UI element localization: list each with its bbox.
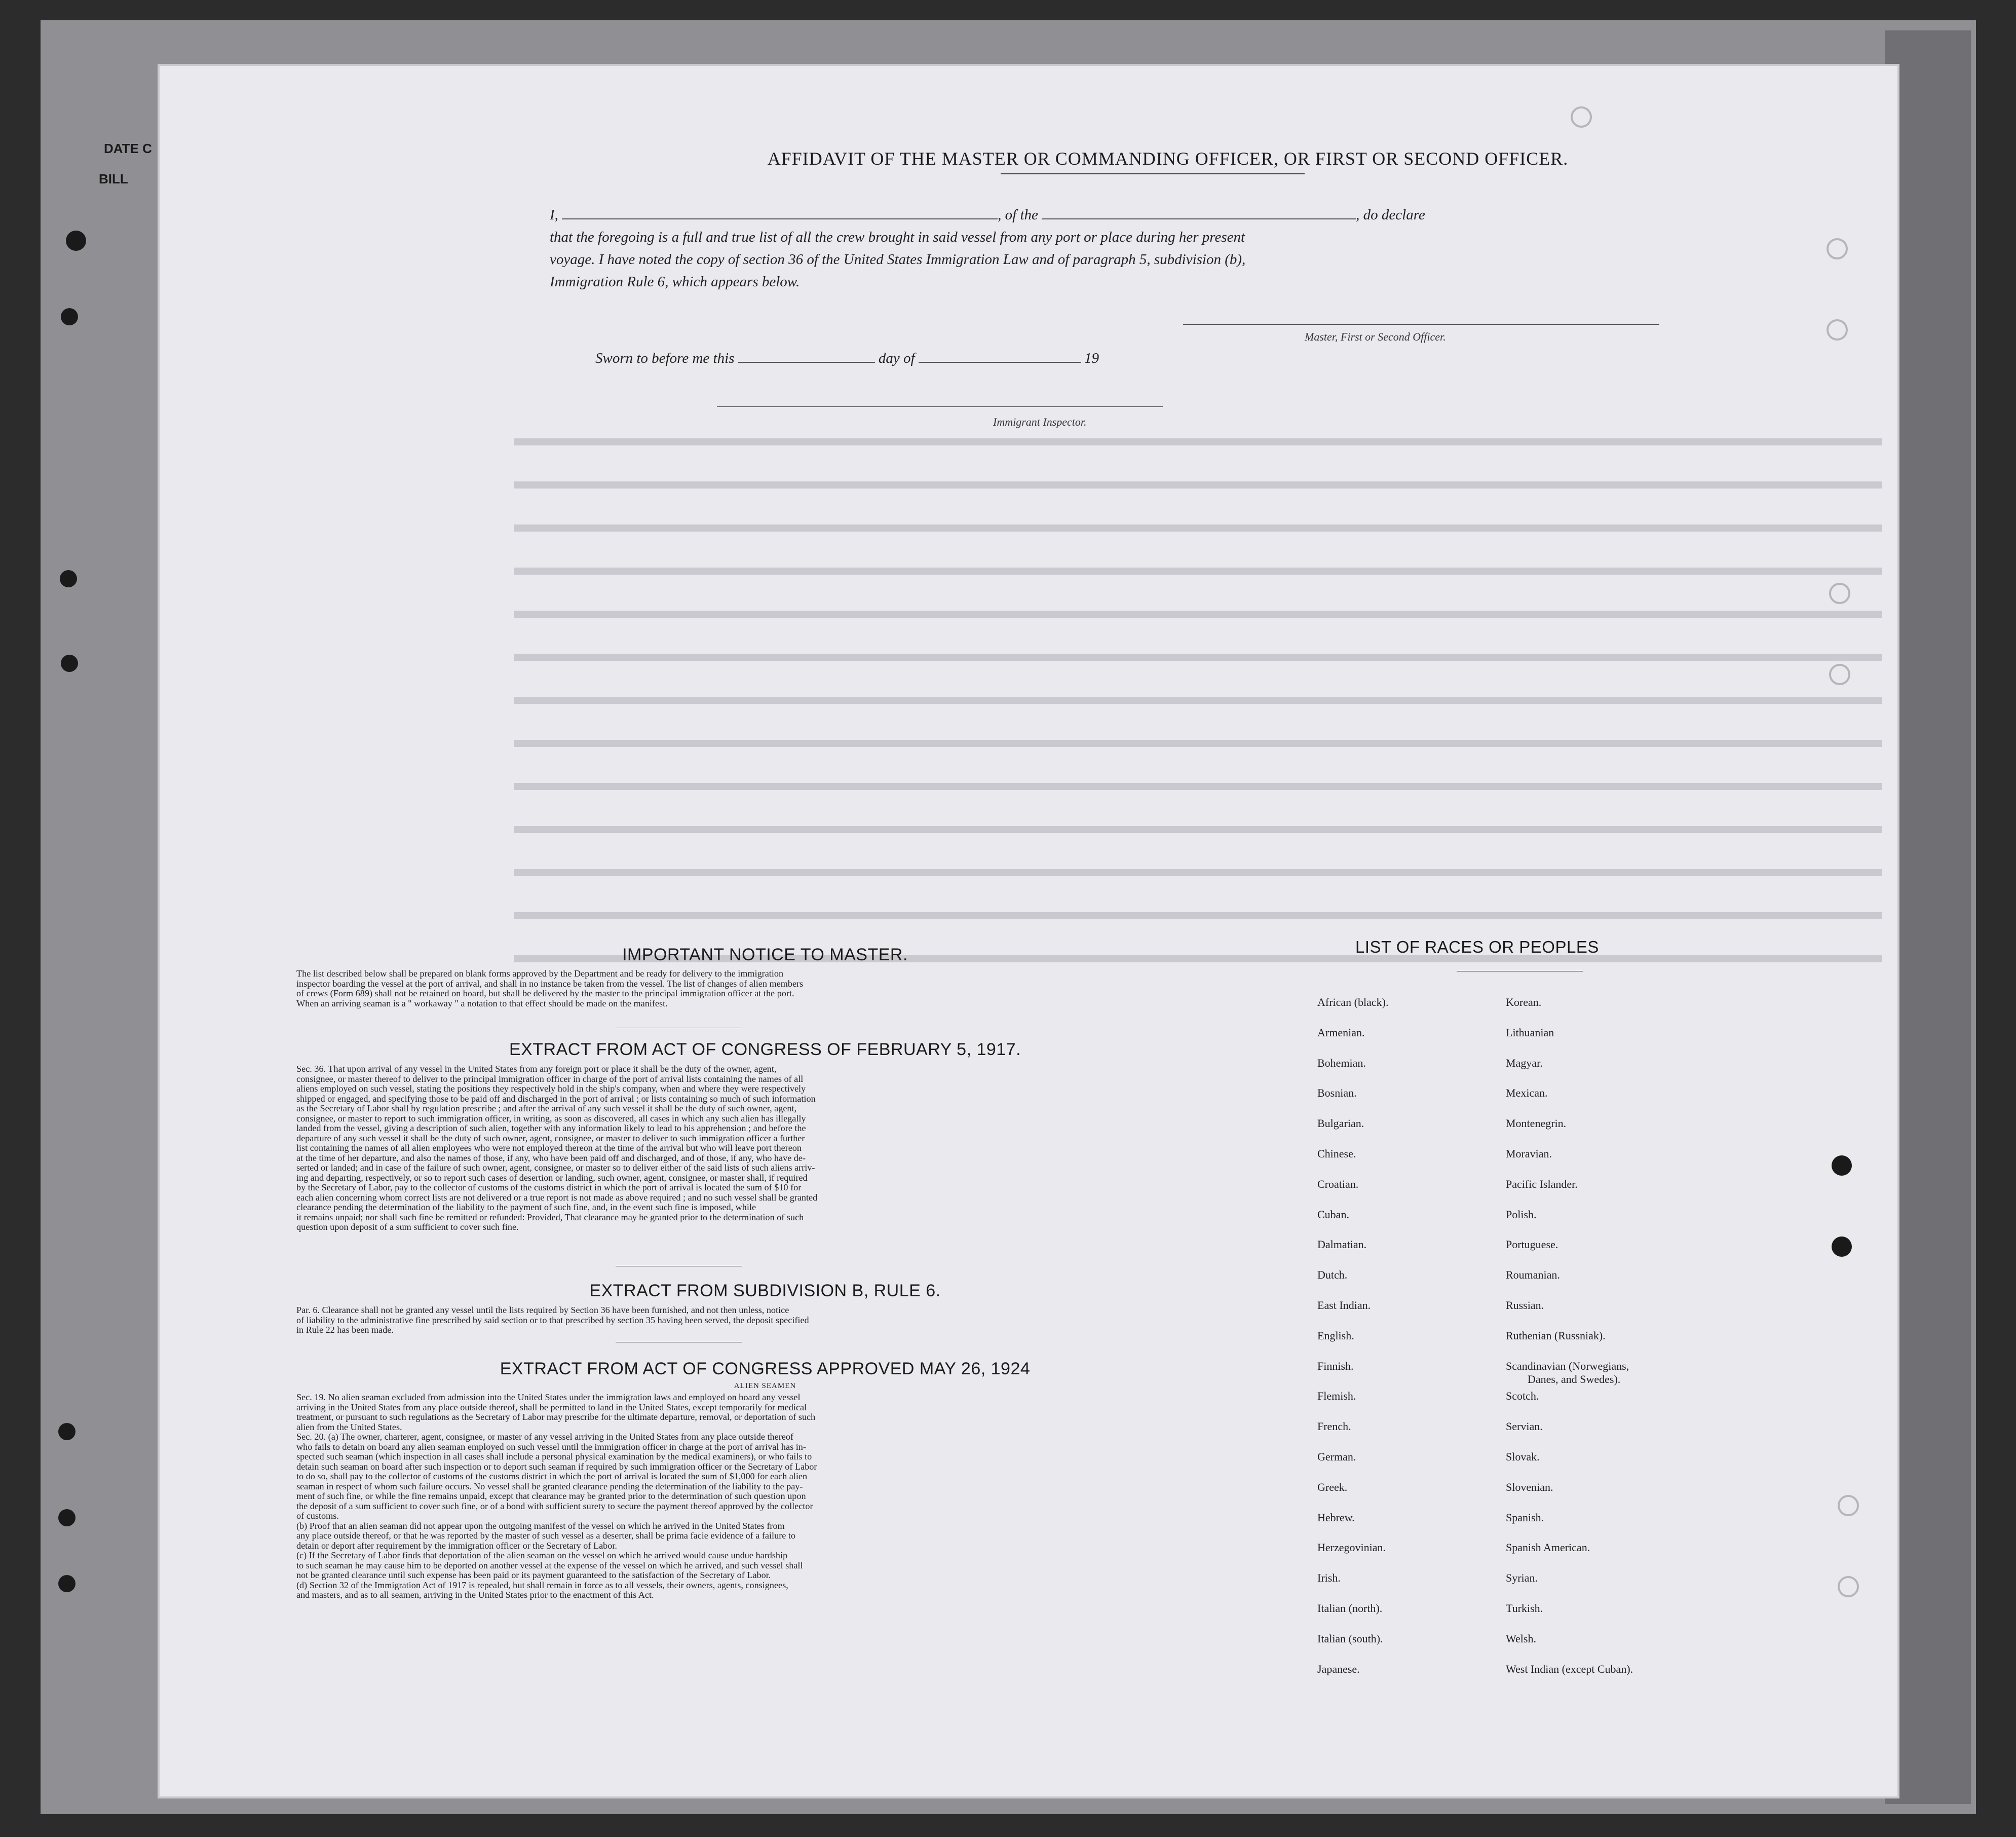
paragraph-line: of liability to the administrative fine prescribed by said section or to that prescribed by section 35 having been served, the deposit specified: [296, 1315, 809, 1325]
paragraph-line: shipped or engaged, and specifying those to be paid off and discharged in the port of arrival ; or lists containing so much of such information: [296, 1093, 816, 1104]
paragraph-line: ment of such fine, or while the fine remains unpaid, except that clearance may be granted prior to the determination of such question upon: [296, 1491, 806, 1501]
binder-hole: [58, 1423, 75, 1440]
race-item: Italian (south).: [1317, 1632, 1383, 1645]
binder-hole: [66, 231, 86, 251]
vessel-name-field[interactable]: [1042, 218, 1356, 219]
extract-1924-subtitle: ALIEN SEAMEN: [734, 1382, 796, 1390]
paragraph-line: of crews (Form 689) shall not be retained on board, but shall be delivered by the master to the principal immigration officer at the port.: [296, 988, 794, 998]
paragraph-line: not be granted clearance until such expense has been paid or its payment guaranteed to the satisfaction of the Secretary of Labor.: [296, 1570, 771, 1580]
paragraph-line: list containing the names of all alien employees who were not employed thereon at the time of the arrival but who will leave port thereon: [296, 1143, 802, 1153]
race-item: Welsh.: [1506, 1632, 1536, 1645]
race-item: Scandinavian (Norwegians,: [1506, 1360, 1629, 1372]
race-item: Italian (north).: [1317, 1602, 1383, 1615]
race-item: French.: [1317, 1420, 1351, 1433]
paragraph-line: clearance pending the determination of the liability to the payment of such fine, and, in the event such fine is imposed, while: [296, 1202, 756, 1212]
paragraph-line: (b) Proof that an alien seaman did not appear upon the outgoing manifest of the vessel on which he arrived in the United States from: [296, 1520, 785, 1531]
paragraph-line: consignee, or master thereof to deliver to the principal immigration officer in charge of the port of arrival lists containing the names of all: [296, 1073, 804, 1084]
race-item: Spanish American.: [1506, 1541, 1590, 1554]
race-item: Finnish.: [1317, 1360, 1354, 1372]
extract-1917-title: EXTRACT FROM ACT OF CONGRESS OF FEBRUARY 5, 1917.: [509, 1040, 1021, 1059]
binder-hole: [1827, 238, 1848, 259]
race-item: German.: [1317, 1450, 1356, 1463]
paragraph-line: Par. 6. Clearance shall not be granted any vessel until the lists required by Section 36 have been furnished, and not then unless, notice: [296, 1305, 789, 1315]
race-item: Croatian.: [1317, 1178, 1359, 1190]
day-field[interactable]: [738, 362, 875, 363]
paragraph-line: ing and departing, respectively, or so to report such cases of desertion or landing, such owner, agent, consignee, or master shall, if required: [296, 1172, 808, 1183]
race-item: Irish.: [1317, 1571, 1341, 1584]
binder-hole: [1829, 583, 1850, 604]
race-item: Servian.: [1506, 1420, 1543, 1433]
bleed-through-row: [514, 654, 1882, 661]
extract-rule6-title: EXTRACT FROM SUBDIVISION B, RULE 6.: [589, 1281, 941, 1300]
declaration-line: [550, 204, 1695, 226]
bleed-through-row: [514, 524, 1882, 532]
binder-hole: [1829, 664, 1850, 685]
bleed-through-row: [514, 826, 1882, 833]
binder-hole: [1832, 1236, 1852, 1257]
race-item: English.: [1317, 1329, 1354, 1342]
paragraph-line: by the Secretary of Labor, pay to the collector of customs of the customs district in which the port of arrival is located the sum of $10 for: [296, 1182, 802, 1192]
affidavit-title: AFFIDAVIT OF THE MASTER OR COMMANDING OFFICER, OR FIRST OR SECOND OFFICER.: [767, 148, 1569, 169]
paragraph-line: When an arriving seaman is a " workaway " a notation to that effect should be made on the manifest.: [296, 998, 668, 1008]
binder-hole: [1571, 106, 1592, 128]
paragraph-line: Sec. 20. (a) The owner, charterer, agent, consignee, or master of any vessel arriving in the United States from any place outside thereof: [296, 1432, 793, 1442]
paragraph-line: each alien concerning whom correct lists are not delivered or a true report is not made as above required ; and no such vessel shall be granted: [296, 1192, 818, 1203]
paragraph-line: spected such seaman (which inspection in all cases shall include a personal physical examination by the medical examiners), or who fails to: [296, 1451, 812, 1461]
paragraph-line: at the time of her departure, and also the names of those, if any, who have been paid off and discharged, and of those, if any, who have de-: [296, 1152, 806, 1163]
paragraph-line: Sec. 36. That upon arrival of any vessel in the United States from any foreign port or place it shall be the duty of the owner, agent,: [296, 1064, 777, 1074]
race-item: East Indian.: [1317, 1299, 1371, 1311]
paragraph-line: consignee, or master to report to such immigration officer, in writing, as soon as discovered, all cases in which any such alien has illegally: [296, 1113, 806, 1123]
paragraph-line: treatment, or pursuant to such regulations as the Secretary of Labor may prescribe for the ultimate departure, removal, or deportation of such: [296, 1412, 816, 1422]
paragraph-line: landed from the vessel, giving a description of such alien, together with any information likely to lead to his apprehension ; and before the: [296, 1123, 806, 1133]
paragraph-line: in Rule 22 has been made.: [296, 1325, 394, 1335]
month-field[interactable]: [919, 362, 1081, 363]
binder-hole: [1827, 319, 1848, 341]
paragraph-line: the deposit of a sum sufficient to cover such fine, or of a bond with sufficient surety to secure the payment thereof approved by the collector: [296, 1501, 813, 1511]
affidavit-body-line: that the foregoing is a full and true list of all the crew brought in said vessel from any port or place during her present: [550, 229, 1245, 245]
paragraph-line: departure of any such vessel it shall be the duty of such owner, agent, consignee, or master to deliver to such immigration officer a further: [296, 1133, 805, 1143]
binder-hole: [1838, 1495, 1859, 1516]
bleed-through-row: [514, 481, 1882, 489]
race-item: Mexican.: [1506, 1086, 1548, 1099]
race-item: Spanish.: [1506, 1511, 1544, 1524]
sworn-line: [595, 347, 1305, 369]
paragraph-line: to do so, shall pay to the collector of customs of the customs district in which the port of arrival is located the sum of $1,000 for each alien: [296, 1471, 808, 1481]
race-item: Hebrew.: [1317, 1511, 1355, 1524]
do-declare-text: , do declare: [1356, 207, 1425, 223]
paragraph-line: inspector boarding the vessel at the port of arrival, and shall in no instance be taken from the vessel. The list of changes of alien members: [296, 978, 804, 989]
race-item: Scotch.: [1506, 1390, 1539, 1402]
race-item: Korean.: [1506, 996, 1542, 1008]
binder-hole: [61, 308, 78, 325]
race-item: Dalmatian.: [1317, 1238, 1367, 1251]
race-item: Ruthenian (Russniak).: [1506, 1329, 1606, 1342]
paragraph-line: (d) Section 32 of the Immigration Act of 1917 is repealed, but shall remain in force as to all vessels, their owners, agents, consignees,: [296, 1580, 788, 1590]
binder-hole: [1838, 1576, 1859, 1597]
race-item: Bohemian.: [1317, 1057, 1366, 1069]
race-item: Turkish.: [1506, 1602, 1543, 1615]
signature-label: Master, First or Second Officer.: [1305, 330, 1446, 343]
document-page: [160, 66, 1897, 1796]
bleed-through-row: [514, 869, 1882, 876]
race-item: Japanese.: [1317, 1663, 1360, 1675]
sheet-edge: [1885, 30, 1971, 1804]
paragraph-line: aliens employed on such vessel, stating the positions they respectively hold in the ship's company, when and where they were respectively: [296, 1083, 806, 1094]
extract-rule6-body: [296, 1305, 1187, 1335]
margin-mark-date: DATE C: [104, 141, 152, 156]
declarant-name-field[interactable]: [562, 218, 998, 219]
year-prefix: 19: [1084, 350, 1099, 366]
race-item: Bosnian.: [1317, 1086, 1357, 1099]
paragraph-line: seaman in respect of whom such failure occurs. No vessel shall be granted clearance pending the determination of the liability to the pay-: [296, 1481, 803, 1491]
race-item: West Indian (except Cuban).: [1506, 1663, 1633, 1675]
bleed-through-row: [514, 783, 1882, 790]
inspector-signature-line[interactable]: [717, 406, 1163, 407]
paragraph-line: (c) If the Secretary of Labor finds that deportation of the alien seaman on the vessel on which he arrived would cause undue hardship: [296, 1550, 788, 1560]
day-of-text: day of: [878, 350, 915, 366]
race-item: Herzegovinian.: [1317, 1541, 1386, 1554]
paragraph-line: question upon deposit of a sum sufficient to cover such fine.: [296, 1222, 519, 1232]
paragraph-line: who fails to detain on board any alien seaman employed on such vessel until the immigration officer in charge at the port of arrival has in-: [296, 1441, 806, 1452]
bleed-through-row: [514, 611, 1882, 618]
race-item: Roumanian.: [1506, 1268, 1560, 1281]
race-item: Cuban.: [1317, 1208, 1349, 1221]
race-item: Moravian.: [1506, 1147, 1552, 1160]
title-underline: [1001, 173, 1305, 174]
race-item: African (black).: [1317, 996, 1389, 1008]
of-the-text: , of the: [998, 207, 1038, 223]
paragraph-line: detain or deport after requirement by the immigration officer or the Secretary of Labor.: [296, 1540, 617, 1551]
race-item: Magyar.: [1506, 1057, 1543, 1069]
bleed-through-row: [514, 438, 1882, 445]
bleed-through-row: [514, 697, 1882, 704]
race-item: Chinese.: [1317, 1147, 1356, 1160]
race-item: Portuguese.: [1506, 1238, 1558, 1251]
affidavit-body-line: Immigration Rule 6, which appears below.: [550, 274, 800, 290]
race-item: Armenian.: [1317, 1026, 1365, 1039]
paragraph-line: detain such seaman on board after such inspection or to deport such seaman if required by such immigration officer or the Secretary of Labor: [296, 1461, 817, 1472]
race-item: Slovak.: [1506, 1450, 1540, 1463]
paragraph-line: as the Secretary of Labor shall by regulation prescribe ; and after the arrival of any such vessel it shall be the duty of such owner, agent,: [296, 1103, 797, 1113]
binder-hole: [60, 570, 77, 587]
race-item: Dutch.: [1317, 1268, 1348, 1281]
paragraph-line: to such seaman he may cause him to be deported on another vessel at the expense of the vessel on which he arrived, and such vessel shall: [296, 1560, 803, 1570]
paragraph-line: serted or landed; and in case of the failure of such owner, agent, consignee, or master so to deliver either of the said lists of such aliens arriv-: [296, 1163, 815, 1173]
paragraph-line: it remains unpaid; nor shall such fine be remitted or refunded: Provided, That clearance may be granted prior to the determination of such: [296, 1212, 804, 1222]
notice-title: IMPORTANT NOTICE TO MASTER.: [622, 945, 908, 964]
binder-hole: [58, 1509, 75, 1526]
signature-line[interactable]: [1183, 324, 1659, 325]
margin-mark-bill: BILL: [99, 171, 128, 186]
paragraph-line: and masters, and as to all seamen, arriving in the United States prior to the enactment of this Act.: [296, 1590, 654, 1600]
race-item: Russian.: [1506, 1299, 1544, 1311]
race-item: Bulgarian.: [1317, 1117, 1364, 1130]
inspector-label: Immigrant Inspector.: [993, 416, 1087, 428]
race-item: Flemish.: [1317, 1390, 1356, 1402]
race-item: Slovenian.: [1506, 1481, 1553, 1493]
bleed-through-row: [514, 568, 1882, 575]
bleed-through-row: [514, 740, 1882, 747]
race-item: Polish.: [1506, 1208, 1537, 1221]
paragraph-line: alien from the United States.: [296, 1421, 402, 1432]
extract-1924-body: [296, 1393, 1187, 1600]
extract-1917-body: [296, 1064, 1187, 1232]
binder-hole: [61, 655, 78, 672]
paragraph-line: of customs.: [296, 1511, 339, 1521]
races-title: LIST OF RACES OR PEOPLES: [1355, 938, 1599, 956]
affidavit-body-line: voyage. I have noted the copy of section 36 of the United States Immigration Law and of paragraph 5, subdivision (b),: [550, 251, 1246, 268]
notice-body: [296, 969, 1187, 1008]
sworn-prefix: Sworn to before me this: [595, 350, 735, 366]
race-item: Montenegrin.: [1506, 1117, 1567, 1130]
paragraph-line: any place outside thereof, or that he was reported by the master of such vessel as a deserter, shall be prima facie evidence of a failure to: [296, 1530, 796, 1541]
binder-hole: [58, 1575, 75, 1592]
extract-1924-title: EXTRACT FROM ACT OF CONGRESS APPROVED MAY 26, 1924: [500, 1359, 1031, 1378]
bleed-through-row: [514, 912, 1882, 919]
race-item: Greek.: [1317, 1481, 1348, 1493]
race-item-continuation: Danes, and Swedes).: [1528, 1373, 1621, 1385]
race-item: Syrian.: [1506, 1571, 1538, 1584]
paragraph-line: arriving in the United States from any place outside thereof, shall be permitted to land in the United States, except temporarily for medical: [296, 1402, 807, 1412]
paragraph-line: The list described below shall be prepared on blank forms approved by the Department and be ready for delivery to the immigration: [296, 968, 784, 979]
binder-hole: [1832, 1155, 1852, 1176]
paragraph-line: Sec. 19. No alien seaman excluded from admission into the United States under the immigration laws and employed on board any vessel: [296, 1392, 801, 1402]
race-item: Lithuanian: [1506, 1026, 1554, 1039]
declarant-prefix: I,: [550, 207, 558, 223]
race-item: Pacific Islander.: [1506, 1178, 1578, 1190]
